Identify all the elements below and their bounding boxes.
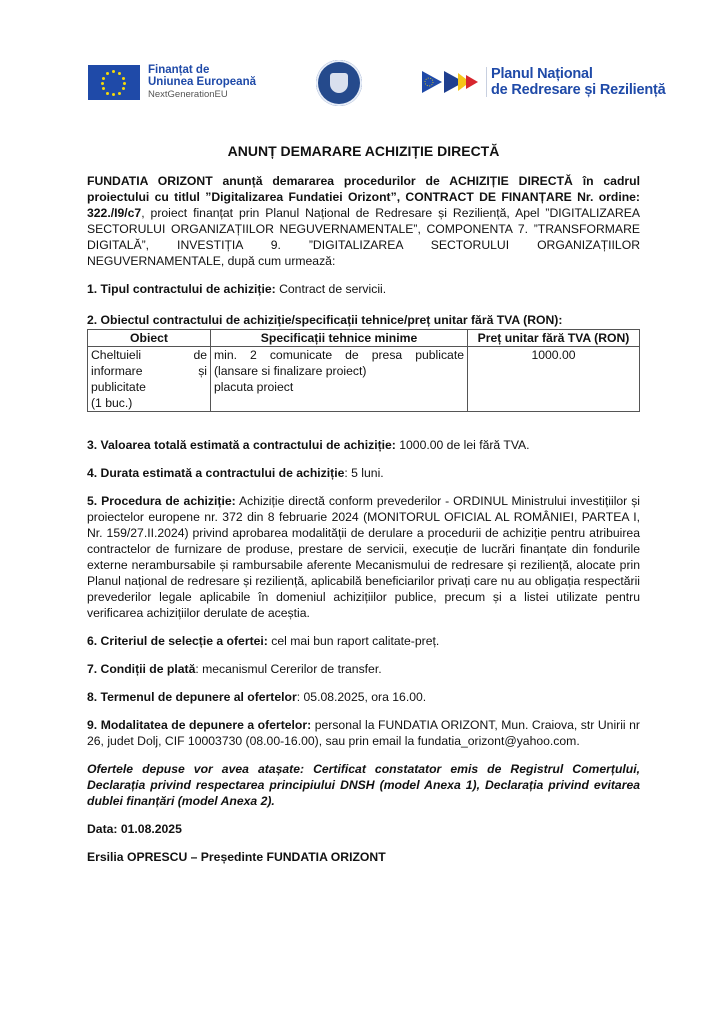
pnrr-logo <box>422 66 666 98</box>
announcement-body <box>87 143 640 865</box>
cell-specificatii: min. 2 comunicate de presa publicate (lansare si finalizare proiect) placuta proiect <box>211 347 468 412</box>
column-header: Specificații tehnice minime <box>211 330 468 347</box>
coat-of-arms-icon <box>330 73 348 93</box>
column-header: Preț unitar fără TVA (RON) <box>468 330 640 347</box>
signature: Ersilia OPRESCU – Președinte FUNDATIA ORIZONT <box>87 850 386 864</box>
section-1: 1. Tipul contractului de achiziție: Contract de servicii. <box>87 282 387 296</box>
section-4: 4. Durata estimată a contractului de achiziție: 5 luni. <box>87 466 384 480</box>
document-date: Data: 01.08.2025 <box>87 822 182 836</box>
section-2: 2. Obiectul contractului de achiziție/specificații tehnice/preț unitar fără TVA (RON): <box>87 313 563 327</box>
eu-funding-logo <box>88 64 256 101</box>
eu-logo-line2: Uniunea Europeană <box>148 76 256 88</box>
eu-logo-line1: Finanțat de <box>148 64 210 76</box>
organization-name: FUNDATIA ORIZONT <box>87 174 213 188</box>
cell-pret: 1000.00 <box>468 347 640 412</box>
section-9: 9. Modalitatea de depunere a ofertelor: personal la FUNDATIA ORIZONT, Mun. Craiova, str Unirii nr 26, judet Dolj, CIF 10003730 (08.00-16.00), sau prin email la fundatia_orizont@yahoo.com. <box>87 718 640 748</box>
section-7: 7. Condiții de plată: mecanismul Cererilor de transfer. <box>87 662 382 676</box>
eu-logo-line3: NextGenerationEU <box>148 89 228 100</box>
table-row <box>88 347 640 412</box>
romanian-government-seal-icon <box>316 60 362 106</box>
pnrr-logo-line1: Planul Național <box>491 66 593 82</box>
pnrr-logo-line2: de Redresare și Reziliență <box>491 82 666 98</box>
section-6: 6. Criteriul de selecție a ofertei: cel mai bun raport calitate-preț. <box>87 634 440 648</box>
attachments-note: Ofertele depuse vor avea atașate: Certificat constatator emis de Registrul Comerțului, Declarația privind respectarea principiului DNSH (model Anexa 1), Declarația privind evitarea dublei finanțări (model Anexa 2). <box>87 762 640 808</box>
section-3: 3. Valoarea totală estimată a contractului de achiziție: 1000.00 de lei fără TVA. <box>87 438 530 452</box>
eu-flag-icon <box>88 65 140 100</box>
cell-obiect: Cheltuieli de informare și publicitate (1 buc.) <box>88 347 211 412</box>
contact-details: personal la FUNDATIA ORIZONT, Mun. Craiova, str Unirii nr 26, judet Dolj, CIF 10003730 (08.00-16.00), sau prin email la fundatia_orizont@yahoo.com. <box>87 718 640 748</box>
column-header: Obiect <box>88 330 211 347</box>
project-title: ”Digitalizarea Fundatiei Orizont”, CONTRACT DE FINANȚARE Nr. ordine: 322./I9/c7 <box>87 190 640 220</box>
specifications-table <box>87 329 640 412</box>
section-8: 8. Termenul de depunere al ofertelor: 05.08.2025, ora 16.00. <box>87 690 427 704</box>
page-title: ANUNȚ DEMARARE ACHIZIȚIE DIRECTĂ <box>227 143 500 159</box>
table-header-row <box>88 330 640 347</box>
pnrr-arrows-icon <box>422 69 484 95</box>
intro-paragraph: FUNDATIA ORIZONT anunță demararea procedurilor de ACHIZIȚIE DIRECTĂ în cadrul proiectului cu titlul ”Digitalizarea Fundatiei Orizont”, CONTRACT DE FINANȚARE Nr. ordine: 322./I9/c7, proiect finanțat prin Planul Național de Redresare și Reziliență, Apel ”DIGITALIZAREA SECTORULUI ORGANIZAȚIILOR NEGUVERNAMENTALE”, COMPONENTA 7. ”TRANSFORMARE DIGITALĂ”, INVESTIȚIA 9. ”DIGITALIZAREA SECTORULUI ORGANIZAȚIILOR NEGUVERNAMENTALE, după cum urmează: <box>87 174 640 268</box>
section-5: 5. Procedura de achiziție: Achiziție directă conform prevederilor - ORDINUL Ministrului investițiilor și proiectelor europene nr. 372 din 8 februarie 2024 (MONITORUL OFICIAL AL ROMÂNIEI, PARTEA I, Nr. 159/27.II.2024) privind aprobarea modalității de derulare a procedurii de achiziție pentru atribuirea contractelor de furnizare de produse, prestare de servicii, execuție de lucrări finanțate din fondurile externe nerambursabile și rambursabile aferente Mecanismului de redresare și reziliență, alocate prin Planul național de redresare și reziliență, aplicabilă beneficiarilor privați care nu au obligația respectării prevederilor legale aplicabile în domeniul achizițiilor publice, precum și a listei utilizate pentru verificarea achizițiilor derulate de aceștia. <box>87 494 640 620</box>
